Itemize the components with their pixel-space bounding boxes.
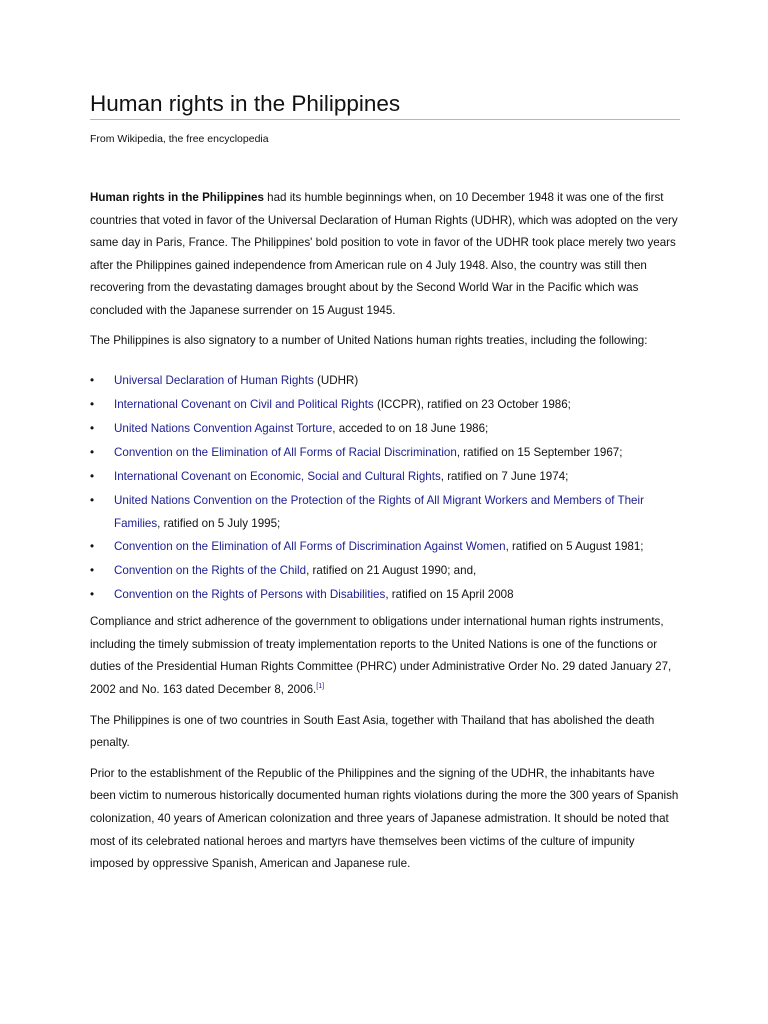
compliance-text: Compliance and strict adherence of the government to obligations under international human rights instruments, including the timely submission of treaty implementation reports to the United Nations is one of the functions or duties of the Presidential Human Rights Committee (PHRC) under Administrative Order No. 29 dated January 27, 2002 and No. 163 dated December 8, 2006.: [90, 615, 672, 696]
intro-paragraph: [90, 187, 680, 323]
bullet-icon: •: [90, 588, 95, 602]
treaty-link[interactable]: Convention on the Elimination of All Forms of Discrimination Against Women: [114, 540, 506, 554]
bullet-icon: •: [90, 470, 95, 484]
treaty-link[interactable]: Convention on the Elimination of All Forms of Racial Discrimination: [114, 446, 457, 460]
bullet-icon: •: [90, 494, 95, 508]
intro-text: had its humble beginnings when, on 10 December 1948 it was one of the first countries that voted in favor of the Universal Declaration of Human Rights (UDHR), which was adopted on the very same day in Paris, France. The Philippines' bold position to vote in favor of the UDHR took place merely two years after the Philippines gained independence from American rule on 4 July 1948. Also, the country was still then recovering from the devastating damages brought about by the Second World War in the Pacific which was concluded with the Japanese surrender on 15 August 1945.: [90, 191, 678, 317]
treaty-detail: (ICCPR), ratified on 23 October 1986;: [373, 398, 571, 412]
list-item: [90, 441, 680, 465]
treaty-detail: , ratified on 21 August 1990; and,: [306, 564, 477, 578]
treaty-link[interactable]: Convention on the Rights of Persons with Disabilities: [114, 588, 386, 602]
treaty-detail: , ratified on 15 April 2008: [385, 588, 514, 602]
treaty-detail: , ratified on 5 July 1995;: [157, 517, 281, 531]
death-penalty-paragraph: The Philippines is one of two countries in South East Asia, together with Thailand that has abolished the death penalty.: [90, 713, 655, 750]
treaty-link[interactable]: Universal Declaration of Human Rights: [114, 374, 314, 388]
treaties-intro-paragraph: The Philippines is also signatory to a number of United Nations human rights treaties, including the following:: [90, 333, 648, 347]
treaty-list: [90, 369, 680, 607]
list-item: [90, 417, 680, 441]
treaty-link[interactable]: United Nations Convention on the Protection of the Rights of All Migrant Workers and Members of Their Families: [114, 494, 644, 531]
citation-link[interactable]: [1]: [316, 683, 325, 691]
bullet-icon: •: [90, 540, 95, 554]
treaty-link[interactable]: International Covenant on Civil and Political Rights: [114, 398, 374, 412]
page-title: Human rights in the Philippines: [90, 90, 680, 120]
treaty-detail: (UDHR): [313, 374, 359, 388]
treaty-detail: , ratified on 15 September 1967;: [456, 446, 623, 460]
list-item: [90, 489, 680, 535]
article: [90, 90, 680, 876]
prior-history-paragraph: Prior to the establishment of the Republic of the Philippines and the signing of the UDHR, the inhabitants have been victim to numerous historically documented human rights violations during the more the 300 years of Spanish colonization, 40 years of American colonization and three years of Japanese admistration. It should be noted that most of its celebrated national heroes and martyrs have themselves been victims of the culture of impunity imposed by oppressive Spanish, American and Japanese rule.: [90, 766, 679, 871]
treaty-detail: , acceded to on 18 June 1986;: [332, 422, 489, 436]
tagline: From Wikipedia, the free encyclopedia: [90, 133, 269, 145]
list-item: [90, 559, 680, 583]
citation-superscript: [316, 683, 324, 690]
treaty-link[interactable]: International Covenant on Economic, Social and Cultural Rights: [114, 470, 441, 484]
list-item: [90, 535, 680, 559]
bullet-icon: •: [90, 422, 95, 436]
bullet-icon: •: [90, 398, 95, 412]
treaty-link[interactable]: United Nations Convention Against Torture: [114, 422, 333, 436]
bullet-icon: •: [90, 374, 95, 388]
list-item: [90, 369, 680, 393]
treaty-detail: , ratified on 7 June 1974;: [440, 470, 569, 484]
bullet-icon: •: [90, 446, 95, 460]
article-body: [90, 187, 680, 876]
bullet-icon: •: [90, 564, 95, 578]
intro-bold-lead: Human rights in the Philippines: [90, 191, 264, 204]
treaty-link[interactable]: Convention on the Rights of the Child: [114, 564, 307, 578]
list-item: [90, 465, 680, 489]
list-item: [90, 583, 680, 607]
treaty-detail: , ratified on 5 August 1981;: [505, 540, 644, 554]
compliance-paragraph: [90, 611, 680, 701]
list-item: [90, 393, 680, 417]
